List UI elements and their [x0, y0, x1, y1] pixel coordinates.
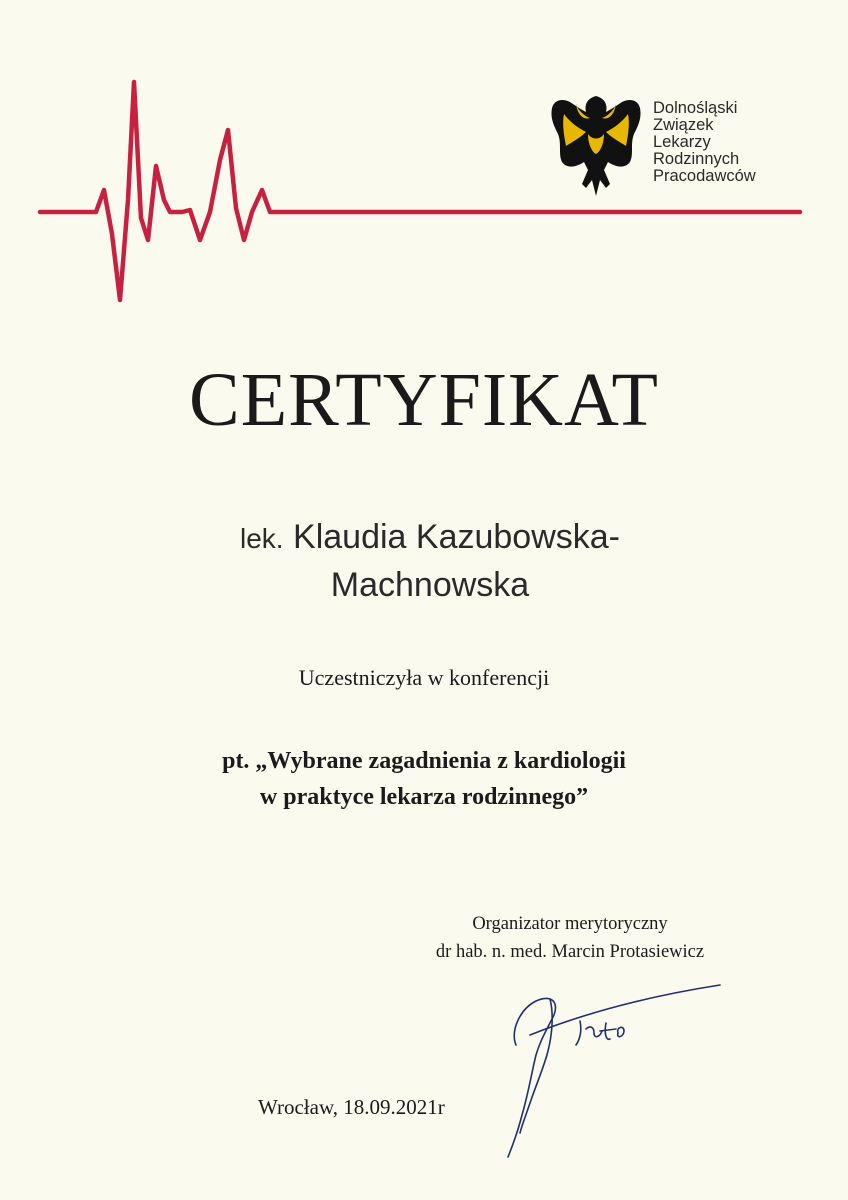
organizer-role: Organizator merytoryczny: [472, 914, 668, 934]
organization-name-line: Lekarzy: [653, 133, 711, 151]
conference-topic: [0, 743, 848, 815]
organization-name-line: Pracodawców: [653, 167, 756, 185]
place-and-date: Wrocław, 18.09.2021r: [258, 1095, 445, 1119]
recipient-name-line1: Klaudia Kazubowska-: [293, 518, 620, 556]
recipient-name: [150, 514, 710, 608]
certificate-title: CERTYFIKAT: [189, 358, 659, 442]
organization-name-line: Dolnośląski: [653, 99, 738, 117]
organization-name: [653, 100, 788, 185]
recipient-prefix: lek.: [240, 523, 284, 554]
organization-logo: [548, 92, 788, 202]
handwritten-signature: [490, 975, 730, 1165]
organization-name-line: Związek: [653, 116, 714, 134]
eagle-crest-icon: [548, 92, 644, 200]
organization-name-line: Rodzinnych: [653, 150, 740, 168]
organizer-name: dr hab. n. med. Marcin Protasiewicz: [435, 942, 705, 962]
conference-topic-line1: pt. „Wybrane zagadnienia z kardiologii: [222, 748, 626, 774]
recipient-name-line2: Machnowska: [330, 566, 530, 604]
conference-topic-line2: w praktyce lekarza rodzinnego”: [259, 784, 589, 810]
participation-text: Uczestniczyła w konferencji: [298, 665, 550, 690]
organizer-block: [380, 910, 760, 966]
